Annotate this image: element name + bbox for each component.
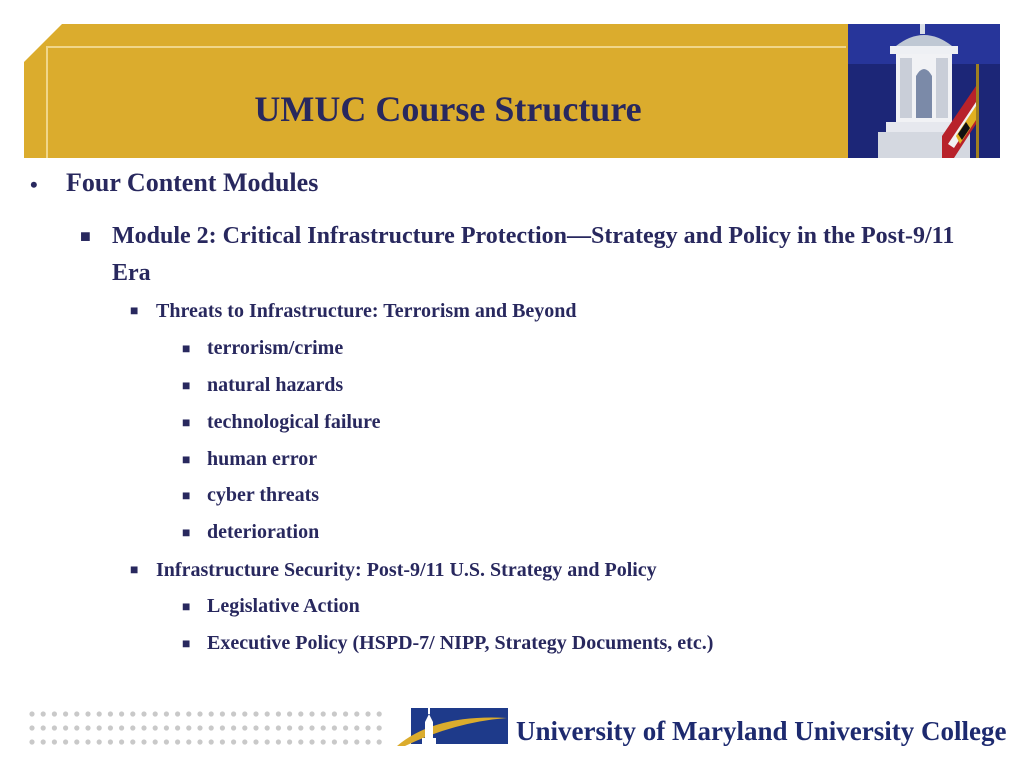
bullet-square-marker: ■	[182, 526, 191, 541]
list-item: Legislative Action	[207, 595, 360, 617]
bullet-level2: Module 2: Critical Infrastructure Protection—Strategy and Policy in the Post-9/11 Era	[112, 223, 955, 286]
dot-pattern	[28, 708, 388, 750]
bullet-square-marker: ■	[182, 453, 191, 468]
bullet-square-marker: ■	[80, 226, 91, 246]
cupola-photo	[848, 24, 1000, 158]
bullet-square-marker: ■	[182, 489, 191, 504]
bullet-square-marker: ■	[130, 304, 139, 319]
bullet-level1: Four Content Modules	[66, 168, 319, 197]
institution-name: University of Maryland University College	[516, 716, 1007, 746]
section-heading: Infrastructure Security: Post-9/11 U.S. Strategy and Policy	[156, 559, 657, 581]
bullet-square-marker: ■	[182, 600, 191, 615]
list-item: natural hazards	[207, 374, 344, 396]
slide-body	[0, 168, 1024, 688]
banner-corner	[24, 24, 62, 62]
list-item: human error	[207, 448, 318, 470]
list-item: technological failure	[207, 411, 381, 433]
list-item: terrorism/crime	[207, 337, 344, 359]
list-item: deterioration	[207, 521, 320, 543]
umuc-logo	[395, 700, 510, 750]
bullet-square-marker: ■	[130, 563, 139, 578]
bullet-marker: •	[30, 172, 38, 197]
bullet-square-marker: ■	[182, 637, 191, 652]
slide-title: UMUC Course Structure	[254, 89, 642, 129]
bullet-square-marker: ■	[182, 342, 191, 357]
list-item: cyber threats	[207, 484, 320, 506]
bullet-square-marker: ■	[182, 416, 191, 431]
section-heading: Threats to Infrastructure: Terrorism and Beyond	[156, 300, 577, 322]
bullet-square-marker: ■	[182, 379, 191, 394]
list-item: Executive Policy (HSPD-7/ NIPP, Strategy Documents, etc.)	[207, 632, 714, 654]
banner-accent-line	[46, 46, 846, 48]
